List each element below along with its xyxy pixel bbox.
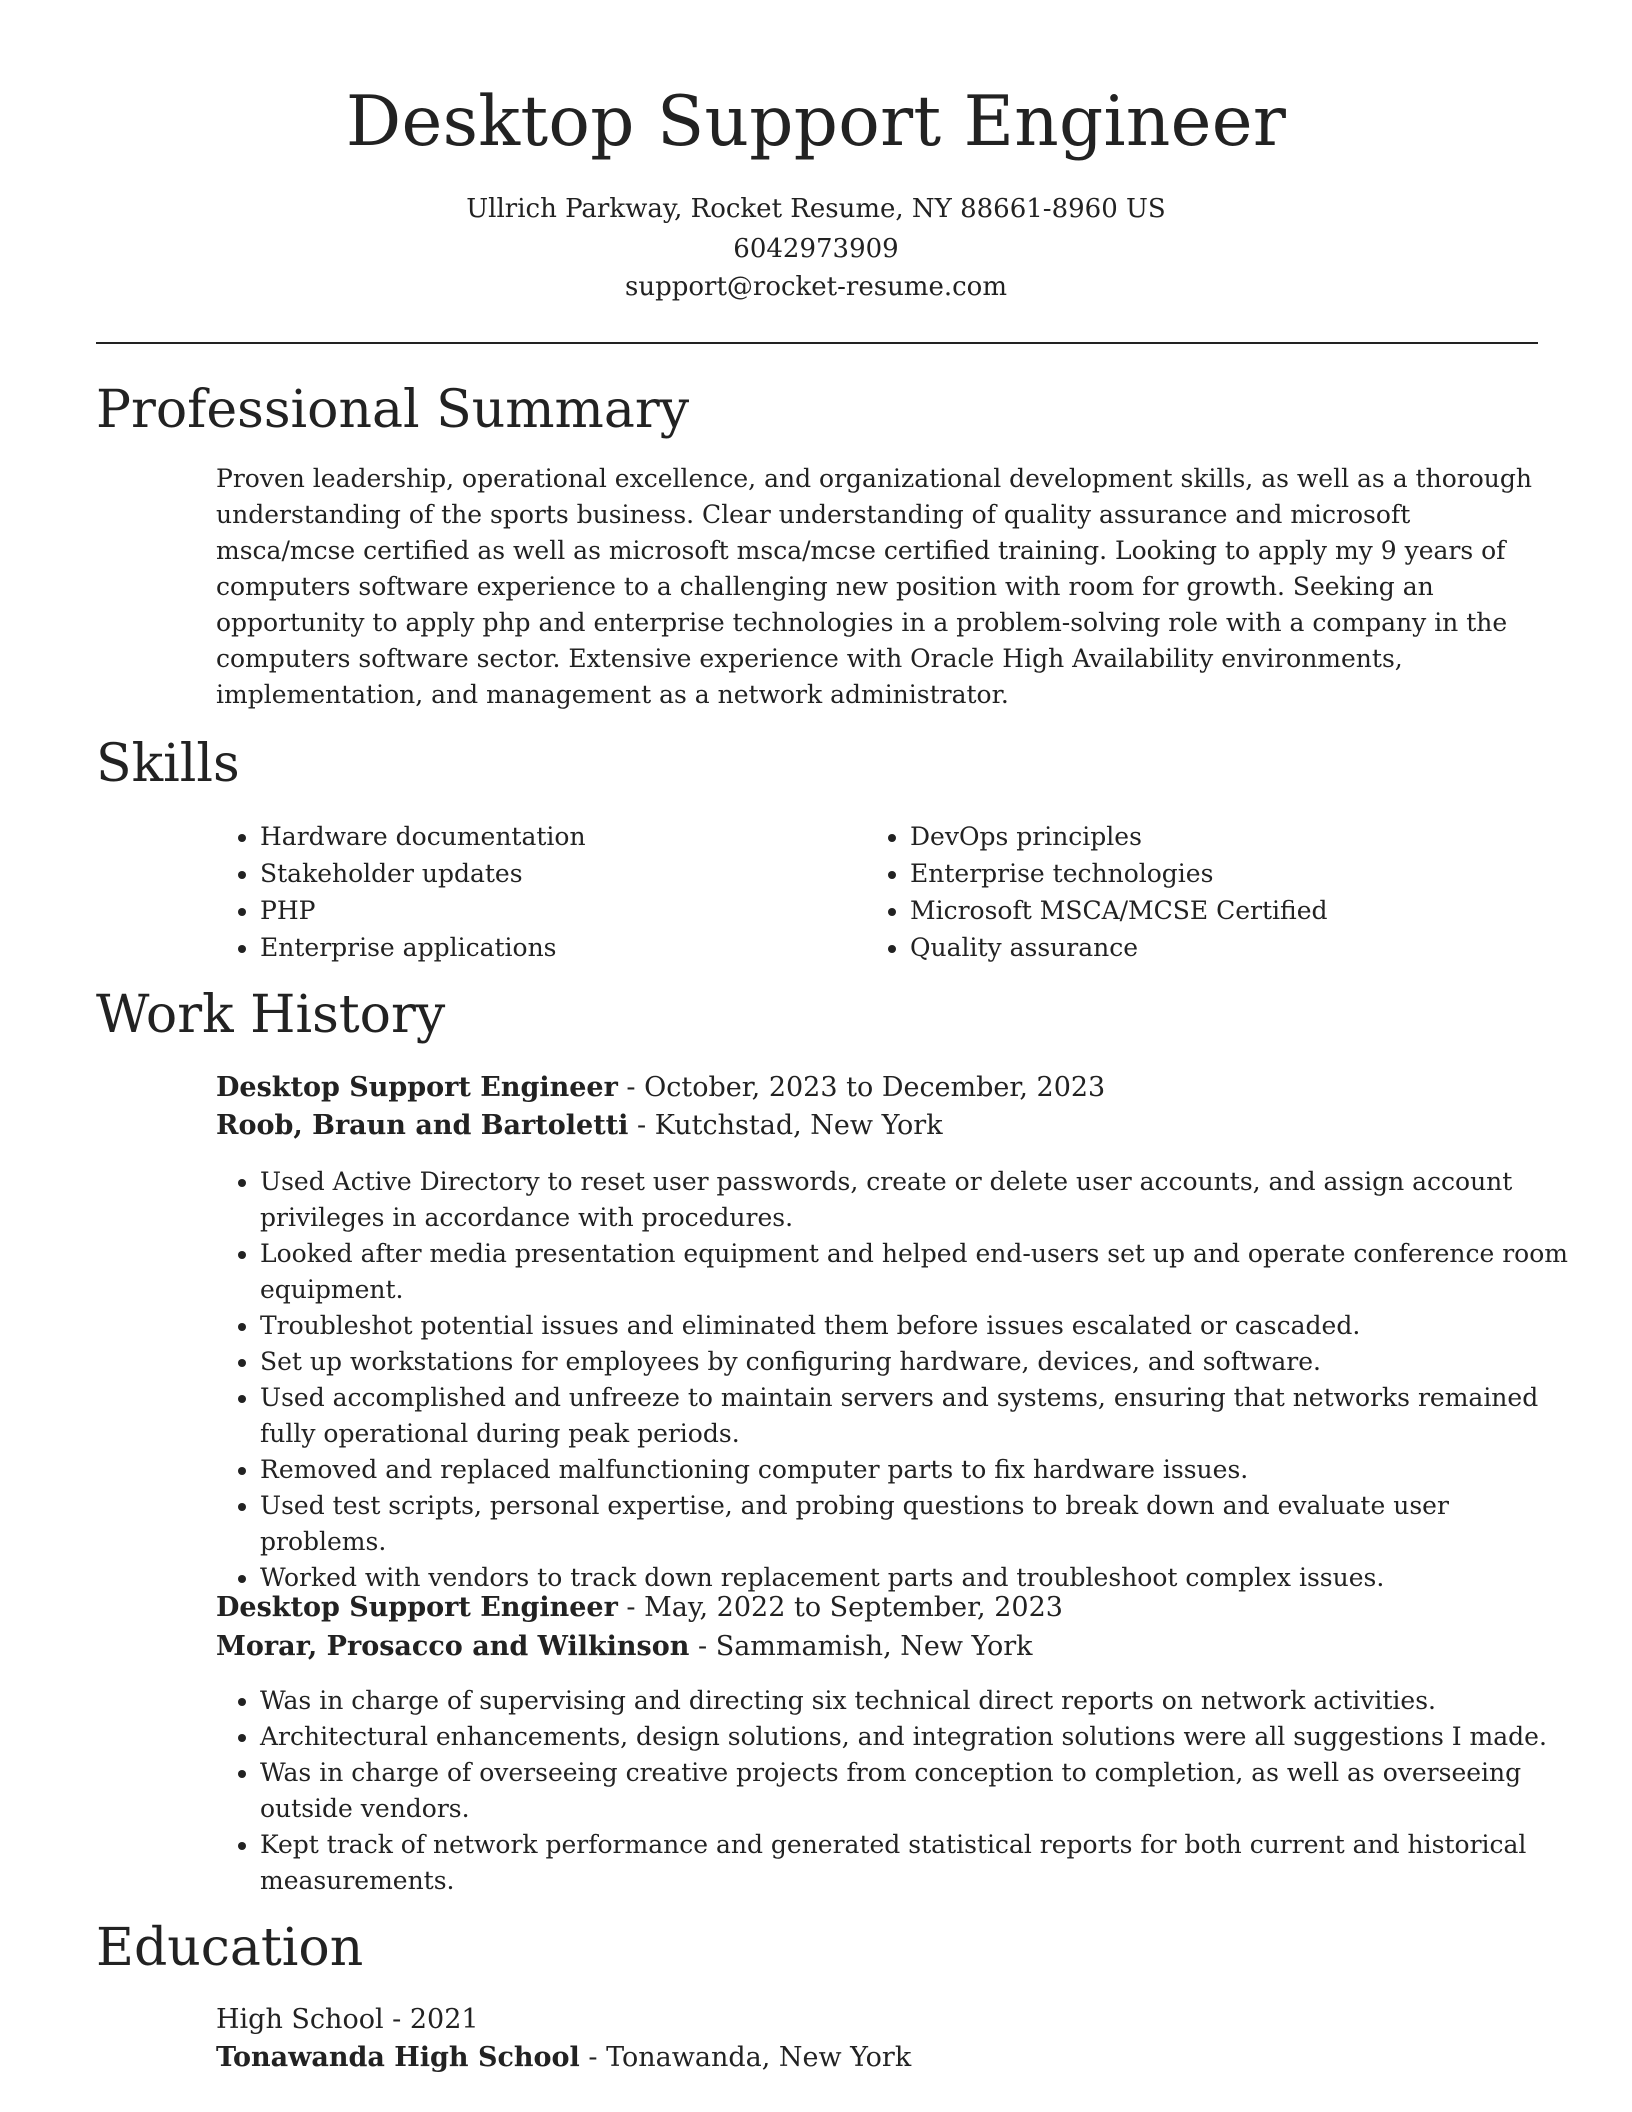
summary-text: Proven leadership, operational excellence, and organizational development skills, as well as a thorough understanding of the sports business. Clear understanding of quality assurance and microsoft msca/mcse certified as well as microsoft msca/mcse certified training. Looking to apply my 9 years of computers software experience to a challenging new position with room for growth. Seeking an opportunity to apply php and enterprise technologies in a problem-solving role with a company in the computers software sector. Extensive experience with Oracle High Availability environments, implementation, and management as a network administrator. — [216, 464, 1532, 709]
education-year: - 2021 — [383, 2004, 479, 2035]
summary-heading: Professional Summary — [96, 380, 690, 440]
skill-item: • Stakeholder updates — [260, 855, 900, 892]
job-bullet: • Used test scripts, personal expertise, and probing questions to break down and evaluate user problems. — [260, 1488, 1582, 1560]
job-bullet: • Kept track of network performance and generated statistical reports for both current and historical measurements. — [260, 1827, 1582, 1899]
work-history-heading: Work History — [96, 985, 446, 1045]
job-1-company-line — [216, 1106, 943, 1146]
job-bullet: • Used accomplished and unfreeze to maintain servers and systems, ensuring that networks remained fully operational during peak periods. — [260, 1380, 1582, 1452]
job-bullet: • Removed and replaced malfunctioning computer parts to fix hardware issues. — [260, 1452, 1582, 1488]
job-1-bullets — [216, 1164, 1582, 1596]
contact-email: support@rocket-resume.com — [624, 272, 1007, 302]
skills-list-right — [866, 818, 1550, 966]
job-bullet: • Troubleshot potential issues and eliminated them before issues escalated or cascaded. — [260, 1308, 1582, 1344]
job-1-role: Desktop Support Engineer — [216, 1072, 618, 1103]
skill-item: • Enterprise technologies — [910, 855, 1550, 892]
job-bullet: • Looked after media presentation equipment and helped end-users set up and operate conference room equipment. — [260, 1236, 1582, 1308]
education-heading: Education — [96, 1918, 364, 1978]
skill-item: • PHP — [260, 892, 900, 929]
skill-item: • Quality assurance — [910, 929, 1550, 966]
skill-item: • Microsoft MSCA/MCSE Certified — [910, 892, 1550, 929]
job-2-dates: - May, 2022 to September, 2023 — [617, 1592, 1063, 1623]
job-2-location: - Sammamish, New York — [689, 1631, 1033, 1662]
education-school: Tonawanda High School — [216, 2042, 580, 2073]
job-2-company: Morar, Prosacco and Wilkinson — [216, 1631, 690, 1662]
contact-address: Ullrich Parkway, Rocket Resume, NY 88661-8960 US — [466, 194, 1166, 224]
job-2-bullets — [216, 1683, 1582, 1899]
skills-list-left — [216, 818, 900, 966]
job-bullet: • Was in charge of overseeing creative projects from conception to completion, as well as overseeing outside vendors. — [260, 1755, 1582, 1827]
header-divider — [96, 342, 1538, 344]
skill-item: • Enterprise applications — [260, 929, 900, 966]
candidate-title: Desktop Support Engineer — [345, 82, 1287, 162]
job-bullet: • Was in charge of supervising and directing six technical direct reports on network activities. — [260, 1683, 1582, 1719]
job-1-company: Roob, Braun and Bartoletti — [216, 1110, 629, 1141]
contact-phone: 6042973909 — [733, 234, 899, 264]
job-bullet: • Used Active Directory to reset user passwords, create or delete user accounts, and assign account privileges in accordance with procedures. — [260, 1164, 1582, 1236]
job-2-title-line — [216, 1588, 1063, 1628]
education-location: - Tonawanda, New York — [579, 2042, 912, 2073]
job-2-role: Desktop Support Engineer — [216, 1592, 618, 1623]
job-1-location: - Kutchstad, New York — [628, 1110, 943, 1141]
job-bullet: • Worked with vendors to track down replacement parts and troubleshoot complex issues. — [260, 1560, 1582, 1596]
job-bullet: • Architectural enhancements, design solutions, and integration solutions were all suggestions I made. — [260, 1719, 1582, 1755]
skills-heading: Skills — [96, 734, 240, 794]
skill-item: • Hardware documentation — [260, 818, 900, 855]
skill-item: • DevOps principles — [910, 818, 1550, 855]
job-bullet: • Set up workstations for employees by configuring hardware, devices, and software. — [260, 1344, 1582, 1380]
job-1-title-line — [216, 1068, 1105, 1108]
education-school-line — [216, 2038, 911, 2078]
job-1-dates: - October, 2023 to December, 2023 — [617, 1072, 1106, 1103]
job-2-company-line — [216, 1627, 1033, 1667]
education-degree-line — [216, 2000, 479, 2040]
education-degree: High School — [216, 2004, 384, 2035]
